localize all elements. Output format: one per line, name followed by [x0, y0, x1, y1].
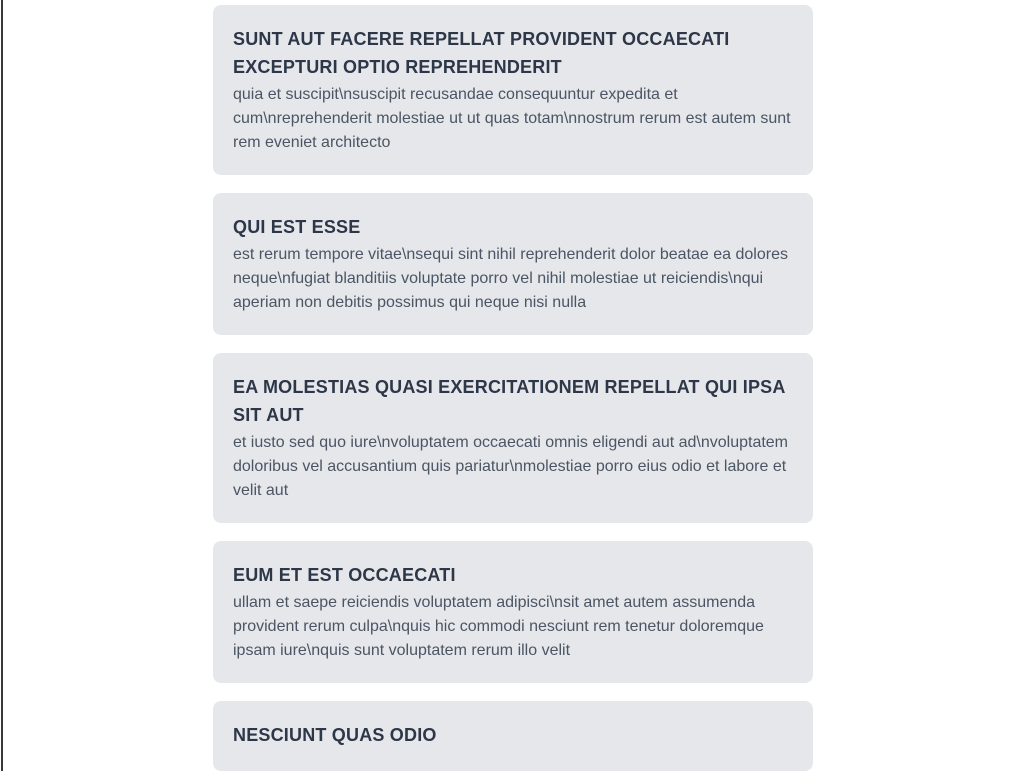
post-title: EA MOLESTIAS QUASI EXERCITATIONEM REPELLAT QUI IPSA SIT AUT: [233, 377, 785, 425]
post-title: NESCIUNT QUAS ODIO: [233, 725, 437, 745]
post-title: QUI EST ESSE: [233, 217, 361, 237]
window-left-edge-line: [1, 0, 3, 771]
post-card: [213, 541, 813, 683]
post-body: est rerum tempore vitae\nsequi sint nihil reprehenderit dolor beatae ea dolores neque\nfugiat blanditiis voluptate porro vel nihil molestiae ut reiciendis\nqui aperiam non debitis possimus qui neque nisi nulla: [233, 246, 788, 311]
post-card: [213, 193, 813, 335]
post-body: et iusto sed quo iure\nvoluptatem occaecati omnis eligendi aut ad\nvoluptatem doloribus vel accusantium quis pariatur\nmolestiae porro eius odio et labore et velit aut: [233, 434, 789, 499]
post-title: EUM ET EST OCCAECATI: [233, 565, 456, 585]
post-body: quia et suscipit\nsuscipit recusandae consequuntur expedita et cum\nreprehenderit molestiae ut ut quas totam\nnostrum rerum est autem sunt rem eveniet architecto: [233, 86, 791, 151]
post-card: [213, 353, 813, 523]
post-card: [213, 5, 813, 175]
post-card: [213, 701, 813, 771]
post-title: SUNT AUT FACERE REPELLAT PROVIDENT OCCAECATI EXCEPTURI OPTIO REPREHENDERIT: [233, 29, 730, 77]
post-body: ullam et saepe reiciendis voluptatem adipisci\nsit amet autem assumenda provident rerum culpa\nquis hic commodi nesciunt rem tenetur doloremque ipsam iure\nquis sunt voluptatem rerum illo velit: [233, 594, 764, 659]
